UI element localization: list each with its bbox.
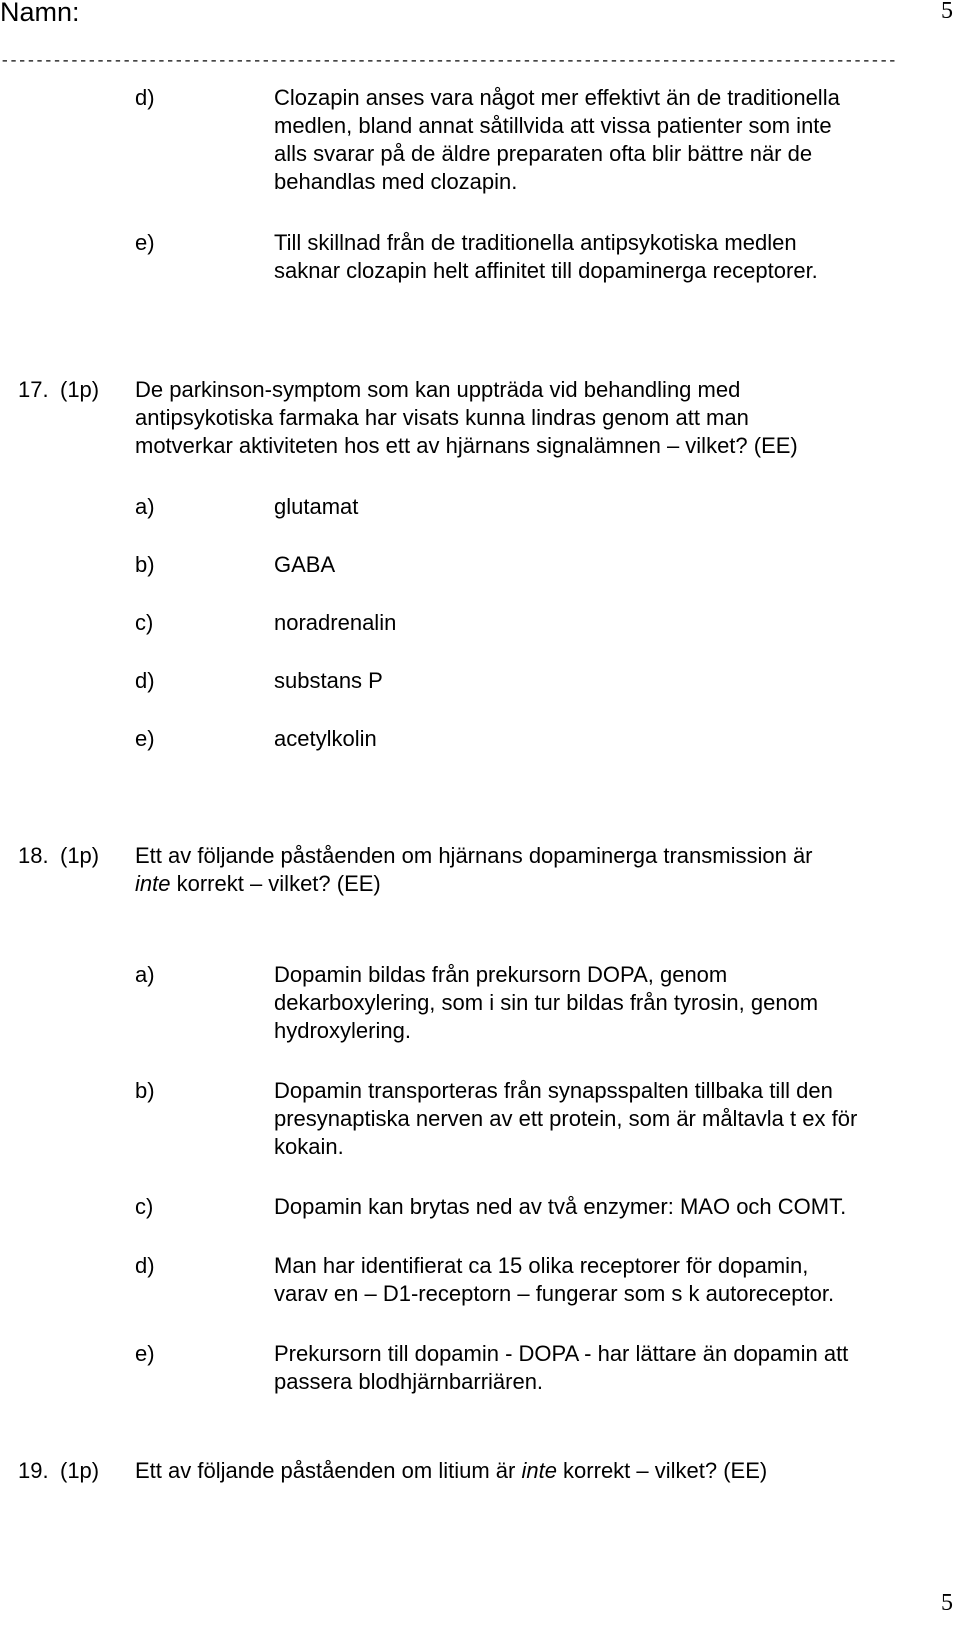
q17-line: De parkinson-symptom som kan uppträda vid behandling med [135, 377, 741, 402]
q18-b-line: Dopamin transporteras från synapsspalten tillbaka till den [274, 1078, 833, 1103]
q18-option-b-text [274, 1077, 857, 1161]
q18-option-e-label: e) [135, 1341, 155, 1366]
q18-number: 18. [18, 843, 49, 868]
q19-number: 19. [18, 1458, 49, 1483]
q17-option-b-text: GABA [274, 552, 336, 577]
q16-option-e-label: e) [135, 230, 155, 255]
q18-a-line: hydroxylering. [274, 1018, 411, 1043]
q19-text-after: korrekt – vilket? (EE) [556, 1458, 768, 1483]
q18-option-a-label: a) [135, 962, 155, 987]
q18-emphasis: inte [135, 871, 171, 896]
q18-e-line: passera blodhjärnbarriären. [274, 1369, 544, 1394]
q17-option-c-text: noradrenalin [274, 610, 397, 635]
name-label: Namn: [0, 0, 80, 27]
q18-d-line: Man har identifierat ca 15 olika receptorer för dopamin, [274, 1253, 809, 1278]
q18-option-e-text [274, 1340, 848, 1396]
q19-text-before: Ett av följande påståenden om litium är [135, 1458, 522, 1483]
q18-option-c-text [274, 1193, 846, 1221]
q17-option-a-text: glutamat [274, 494, 359, 519]
q18-option-d-text [274, 1252, 834, 1308]
q17-option-c-label: c) [135, 610, 154, 635]
q18-line-2-rest: korrekt – vilket? (EE) [170, 871, 381, 896]
q17-option-d-text: substans P [274, 668, 383, 693]
q18-b-line: presynaptiska nerven av ett protein, som är måltavla t ex för [274, 1106, 858, 1131]
q17-number: 17. [18, 377, 49, 402]
q17-points: (1p) [60, 377, 100, 402]
q18-a-line: Dopamin bildas från prekursorn DOPA, genom [274, 962, 728, 987]
q16-option-d-text [274, 84, 840, 196]
q18-option-c-label: c) [135, 1194, 154, 1219]
separator-line: ------------------------------------------------------------------------------------------------------- [0, 52, 897, 70]
q19-points: (1p) [60, 1458, 100, 1483]
q16-e-line: saknar clozapin helt affinitet till dopaminerga receptorer. [274, 258, 818, 283]
q17-option-b-label: b) [135, 552, 155, 577]
q18-c-line: Dopamin kan brytas ned av två enzymer: MAO och COMT. [274, 1194, 847, 1219]
q19-emphasis: inte [521, 1458, 557, 1483]
page-number-bottom: 5 [941, 1590, 953, 1616]
q17-line: motverkar aktiviteten hos ett av hjärnans signalämnen – vilket? (EE) [135, 433, 798, 458]
q18-d-line: varav en – D1-receptorn – fungerar som s k autoreceptor. [274, 1281, 835, 1306]
q17-option-e-label: e) [135, 726, 155, 751]
q18-e-line: Prekursorn till dopamin - DOPA - har lättare än dopamin att [274, 1341, 849, 1366]
q18-option-d-label: d) [135, 1253, 155, 1278]
q16-d-line: behandlas med clozapin. [274, 169, 518, 194]
q18-b-line: kokain. [274, 1134, 344, 1159]
q17-option-d-label: d) [135, 668, 155, 693]
q16-d-line: alls svarar på de äldre preparaten ofta blir bättre när de [274, 141, 813, 166]
q18-line-2 [135, 870, 813, 898]
q18-question-text [135, 842, 813, 898]
page-number-top: 5 [941, 0, 953, 24]
q18-line-1: Ett av följande påståenden om hjärnans dopaminerga transmission är [135, 843, 813, 868]
q16-option-d-label: d) [135, 85, 155, 110]
q18-a-line: dekarboxylering, som i sin tur bildas från tyrosin, genom [274, 990, 819, 1015]
q18-option-b-label: b) [135, 1078, 155, 1103]
q17-option-a-label: a) [135, 494, 155, 519]
q16-d-line: medlen, bland annat såtillvida att vissa patienter som inte [274, 113, 832, 138]
q16-e-line: Till skillnad från de traditionella antipsykotiska medlen [274, 230, 797, 255]
q17-question-text [135, 376, 798, 460]
q18-points: (1p) [60, 843, 100, 868]
q18-option-a-text [274, 961, 818, 1045]
q16-d-line: Clozapin anses vara något mer effektivt än de traditionella [274, 85, 840, 110]
q17-option-e-text: acetylkolin [274, 726, 377, 751]
q16-option-e-text [274, 229, 818, 285]
q19-question-text [135, 1457, 767, 1485]
q17-line: antipsykotiska farmaka har visats kunna lindras genom att man [135, 405, 749, 430]
